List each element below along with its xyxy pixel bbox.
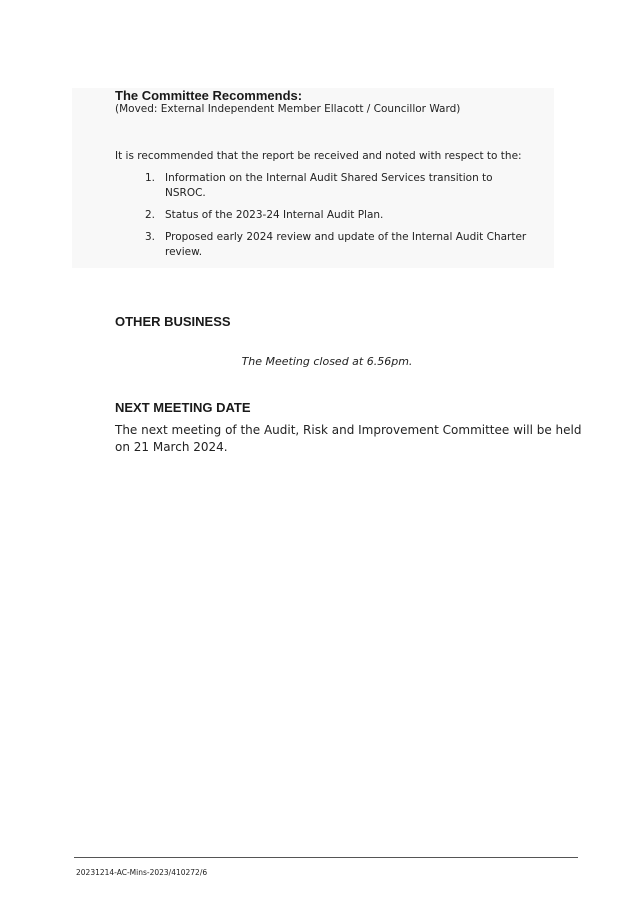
document-reference: 20231214-AC-Mins-2023/410272/6 <box>76 868 208 877</box>
recommendation-title: The Committee Recommends: <box>115 88 303 103</box>
list-item <box>145 171 535 201</box>
next-meeting-heading: NEXT MEETING DATE <box>115 400 251 415</box>
recommendation-list <box>145 171 535 267</box>
list-item-text: Information on the Internal Audit Shared Services transition to NSROC. <box>165 172 493 199</box>
list-item-number: 1. <box>145 172 156 184</box>
footer-divider <box>74 857 578 858</box>
moved-by-text: (Moved: External Independent Member Ellacott / Councillor Ward) <box>115 103 461 115</box>
recommendation-intro: It is recommended that the report be received and noted with respect to the: <box>115 150 522 162</box>
list-item-number: 2. <box>145 209 156 221</box>
list-item <box>145 208 535 223</box>
next-meeting-text: The next meeting of the Audit, Risk and Improvement Committee will be held on 21 March 2024. <box>115 423 582 454</box>
list-item-text: Status of the 2023-24 Internal Audit Plan. <box>165 209 384 221</box>
other-business-heading: OTHER BUSINESS <box>115 314 231 329</box>
meeting-closed-text: The Meeting closed at 6.56pm. <box>241 355 413 368</box>
list-item-number: 3. <box>145 231 156 243</box>
list-item-text: Proposed early 2024 review and update of the Internal Audit Charter review. <box>165 231 527 258</box>
list-item <box>145 230 535 260</box>
